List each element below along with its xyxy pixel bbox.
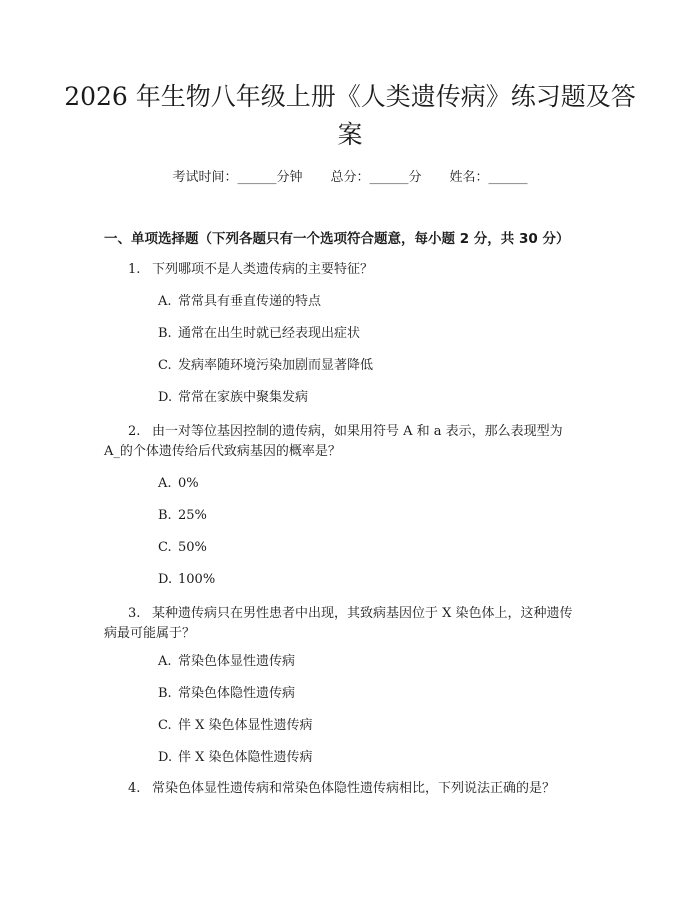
question-2 xyxy=(104,422,600,442)
question-text: 常染色体显性遗传病和常染色体隐性遗传病相比，下列说法正确的是？ xyxy=(152,781,556,796)
option-text: 伴 X 染色体显性遗传病 xyxy=(178,718,313,733)
question-4 xyxy=(104,779,600,799)
option-letter: C. xyxy=(158,358,172,373)
question-number: 2. xyxy=(128,424,141,439)
question-number: 1. xyxy=(128,262,141,277)
option-letter: C. xyxy=(158,718,172,733)
option-text: 常染色体显性遗传病 xyxy=(178,654,296,669)
document-title: 2026 年生物八年级上册《人类遗传病》练习题及答案 xyxy=(64,82,636,149)
option-text: 发病率随环境污染加剧而显著降低 xyxy=(178,358,374,373)
question-1-option-c xyxy=(158,357,373,375)
question-3 xyxy=(104,604,600,624)
option-letter: C. xyxy=(158,540,172,555)
question-number: 4. xyxy=(128,781,141,796)
option-letter: B. xyxy=(158,326,172,341)
question-number: 3. xyxy=(128,606,141,621)
option-text: 常常具有垂直传递的特点 xyxy=(178,294,322,309)
option-letter: D. xyxy=(158,572,173,587)
question-2-continued xyxy=(104,442,600,462)
question-3-option-a xyxy=(158,653,295,671)
question-3-option-c xyxy=(158,717,313,735)
question-2-option-d xyxy=(158,571,215,589)
question-text: 下列哪项不是人类遗传病的主要特征？ xyxy=(152,262,374,277)
exam-info xyxy=(0,170,700,186)
question-1-option-d xyxy=(158,389,308,407)
question-3-option-b xyxy=(158,685,295,703)
question-2-option-a xyxy=(158,475,199,493)
question-2-option-b xyxy=(158,507,207,525)
question-text-line-1: 某种遗传病只在男性患者中出现，其致病基因位于 X 染色体上，这种遗传 xyxy=(152,606,573,621)
option-text: 0% xyxy=(178,476,199,491)
option-letter: B. xyxy=(158,686,172,701)
option-text: 50% xyxy=(178,540,207,555)
question-text-line-1: 由一对等位基因控制的遗传病，如果用符号 A 和 a 表示，那么表现型为 xyxy=(152,424,563,439)
option-text: 25% xyxy=(178,508,207,523)
option-letter: D. xyxy=(158,750,173,765)
option-letter: A. xyxy=(158,476,172,491)
question-3-continued xyxy=(104,624,600,644)
option-text: 常染色体隐性遗传病 xyxy=(178,686,296,701)
option-text: 通常在出生时就已经表现出症状 xyxy=(178,326,361,341)
total-score-label: 总分：______分 xyxy=(330,170,422,185)
option-text: 伴 X 染色体隐性遗传病 xyxy=(178,750,313,765)
question-text-line-2: 病最可能属于？ xyxy=(104,626,196,641)
question-1-option-b xyxy=(158,325,360,343)
option-letter: B. xyxy=(158,508,172,523)
option-letter: A. xyxy=(158,294,172,309)
option-letter: D. xyxy=(158,390,173,405)
student-name-label: 姓名：______ xyxy=(449,170,528,185)
question-1 xyxy=(104,260,600,280)
exam-time-label: 考试时间：______分钟 xyxy=(172,170,303,185)
option-letter: A. xyxy=(158,654,172,669)
question-text-line-2: A_的个体遗传给后代致病基因的概率是？ xyxy=(104,444,341,459)
option-text: 100% xyxy=(178,572,216,587)
option-text: 常常在家族中聚集发病 xyxy=(178,390,309,405)
section-heading: 一、单项选择题（下列各题只有一个选项符合题意，每小题 2 分，共 30 分） xyxy=(104,231,570,247)
question-3-option-d xyxy=(158,749,313,767)
question-1-option-a xyxy=(158,293,321,311)
question-2-option-c xyxy=(158,539,207,557)
